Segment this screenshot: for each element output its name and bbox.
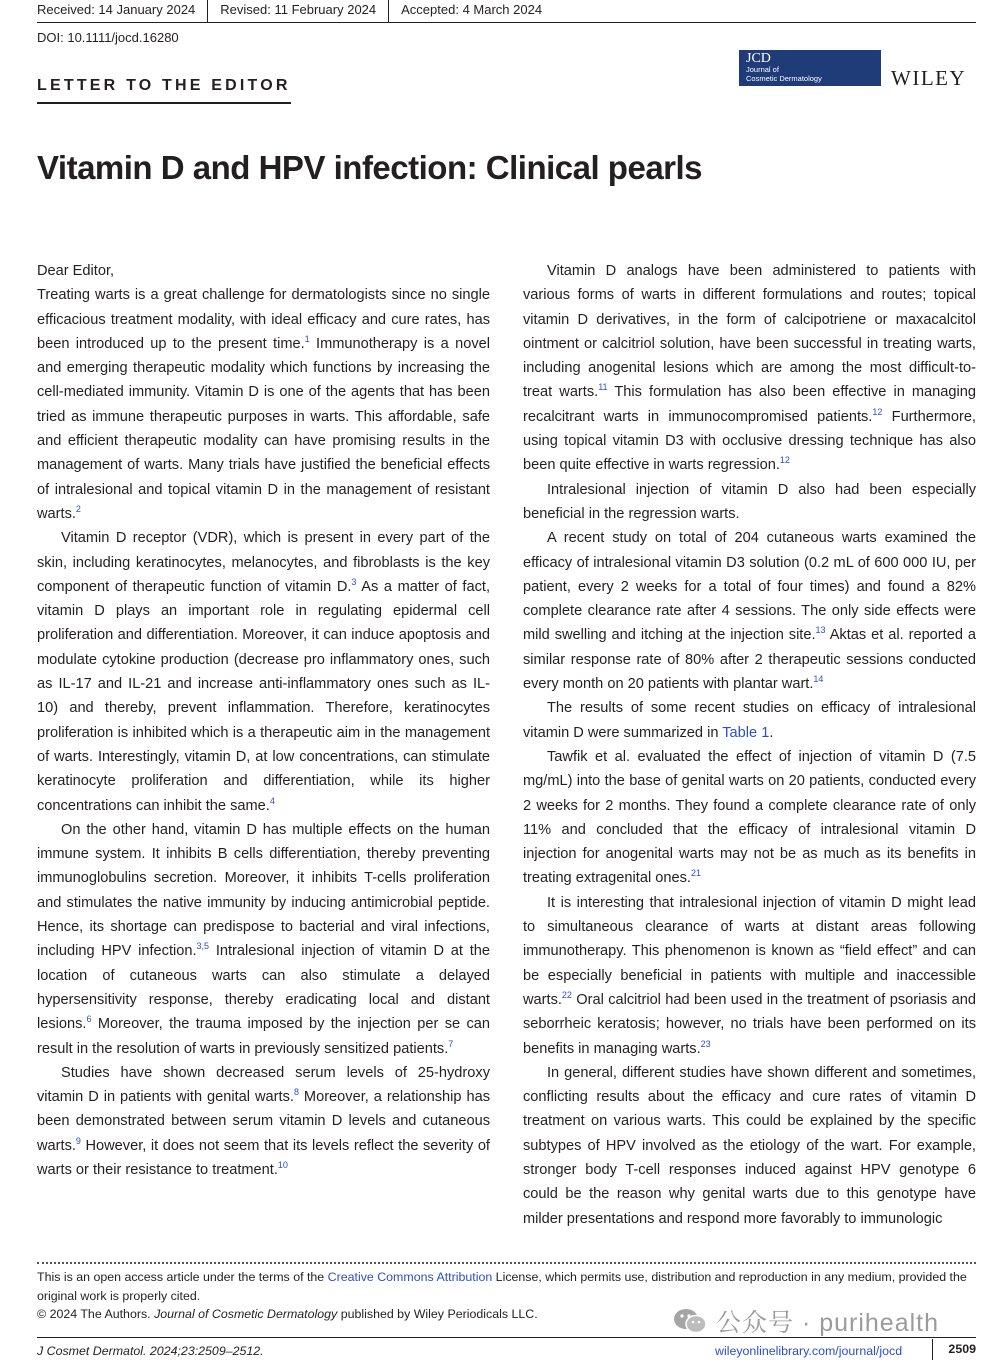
license-text [37,1268,976,1305]
citation-ref[interactable]: 8 [293,1087,299,1098]
text-run: Studies have shown decreased serum levels of 25-hydroxy vitamin D in patients with genital warts. [37,1064,490,1106]
paragraph [37,1061,490,1182]
paragraph [523,1061,976,1231]
citation-ref[interactable]: 10 [277,1159,288,1170]
paragraph [523,526,976,696]
journal-logo [739,50,881,86]
table-1-link[interactable]: Table 1 [722,724,770,741]
publisher-logo: WILEY [891,66,967,90]
journal-logo-abbr: JCD [746,51,771,66]
paragraph [523,745,976,891]
citation-ref[interactable]: 13 [815,625,826,636]
article-title: Vitamin D and HPV infection: Clinical pearls [37,149,703,186]
citation-ref[interactable]: 3,5 [196,941,210,952]
citation-ref[interactable]: 12 [872,406,883,417]
citation-ref[interactable]: 23 [700,1038,711,1049]
paragraph [523,259,976,478]
license-link[interactable]: Creative Commons Attribution [327,1270,493,1284]
text-run: Vitamin D receptor (VDR), which is present in every part of the skin, including keratinocytes, melanocytes, and fibroblasts is the key component of therapeutic function of vitamin D. [37,530,490,595]
text-run: It is interesting that intralesional injection of vitamin D might lead to simultaneous clearance of warts at distant areas following immunotherapy. This phenomenon is known as “field effect” and can be especially beneficial in patients with multiple and inaccessible warts. [523,894,976,1008]
citation-ref[interactable]: 4 [269,795,275,806]
text-run: Moreover, the trauma imposed by the injection per se can result in the resolution of warts in previously sensitized patients. [37,1016,490,1057]
citation-ref[interactable]: 21 [690,868,701,879]
citation-ref[interactable]: 12 [779,455,790,466]
text-run: Immunotherapy is a novel and emerging therapeutic modality which functions by increasing the cell-mediated immunity. Vitamin D is one of the agents that has been tried as immune therapeutic purposes in warts. This affordable, safe and efficient therapeutic modality can have promising results in the management of warts. Many trials have justified the beneficial effects of intralesional and topical vitamin D in the management of resistant warts. [37,335,490,522]
journal-url-link[interactable]: wileyonlinelibrary.com/journal/jocd [715,1344,903,1358]
citation-ref[interactable]: 3 [351,576,357,587]
paragraph [37,283,490,526]
article-history [37,0,976,23]
page-number: 2509 [932,1339,976,1360]
journal-logo-line1: Journal of [746,65,779,74]
citation-ref[interactable]: 2 [75,503,81,514]
received-date: Received: 14 January 2024 [37,2,196,17]
doi[interactable]: DOI: 10.1111/jocd.16280 [37,30,179,45]
paragraph [37,818,490,1061]
citation-ref[interactable]: 6 [86,1014,92,1025]
wechat-icon [672,1307,708,1335]
text-run: A recent study on total of 204 cutaneous warts examined the efficacy of intralesional vitamin D3 solution (0.2 mL of 600 000 IU, per patient, every 2 weeks for a total of four times) and found a 82% complete clearance rate after 4 sessions. The only side effects were mild swelling and itching at the injection site. [523,530,976,644]
text-run: The results of some recent studies on efficacy of intralesional vitamin D were summarized in [523,700,976,741]
citation-ref[interactable]: 11 [598,382,608,393]
salutation: Dear Editor, [37,263,115,279]
journal-logo-line2: Cosmetic Dermatology [746,74,822,83]
watermark [672,1303,939,1339]
text-run: Vitamin D analogs have been administered to patients with various forms of warts in different formulations and routes; topical vitamin D derivatives, in the form of calcipotriene or maxacalcitol ointment or calcitriol solution, have been successful in treating warts, including anogenital lesions which are among the most difficult-to-treat warts. [523,263,976,401]
revised-date: Revised: 11 February 2024 [207,0,388,22]
text-run: Moreover, a relationship has been demonstrated between serum vitamin D levels and cutaneous warts. [37,1089,490,1154]
text-run: Oral calcitriol had been used in the treatment of psoriasis and seborrheic keratosis; however, no trials have been performed on its benefits in managing warts. [523,991,976,1057]
footer-divider [37,1262,976,1264]
section-label: LETTER TO THE EDITOR [37,76,291,104]
paragraph [523,478,976,527]
paragraph [523,891,976,1061]
text-run: . [769,724,774,741]
license-prefix: This is an open access article under the terms of the [37,1270,328,1284]
text-run: Tawfik et al. evaluated the effect of injection of vitamin D (7.5 mg/mL) into the base of genital warts on 20 patients, conducted every 2 weeks for 2 months. They found a complete clearance rate of only 11% and concluded that the efficacy of intralesional vitamin D injection for anogenital warts may not be as much as its benefits in treating extragenital ones. [523,748,976,887]
text-run: Treating warts is a great challenge for dermatologists since no single efficacious treatment modality, with ideal efficacy and cure rates, has been introduced up to the present time. [37,287,490,352]
paragraph [37,526,490,818]
accepted-date: Accepted: 4 March 2024 [388,0,554,22]
citation-ref[interactable]: 9 [75,1135,81,1146]
text-run: Intralesional injection of vitamin D also had been especially beneficial in the regression warts. [523,481,976,522]
left-column [37,259,490,1182]
copyright-prefix: © 2024 The Authors. [37,1307,155,1321]
text-run: However, it does not seem that its levels reflect the severity of warts or their resistance to treatment. [37,1137,490,1178]
text-run: In general, different studies have shown different and sometimes, conflicting results about the efficacy and cure rates of vitamin D treatment on various warts. This could be explained by the specific subtypes of HPV involved as the etiology of the wart. For example, stronger body T-cell responses induced against HPV genotype 6 could be the reason why genital warts due to this genotype have milder presentations and respond more favorably to immunologic [523,1064,976,1227]
text-run: Aktas et al. reported a similar response rate of 80% after 2 therapeutic sessions conducted every month on 20 patients with plantar wart. [523,627,976,693]
text-run: Furthermore, using topical vitamin D3 with occlusive dressing technique has also been quite effective in warts regression. [523,408,976,474]
citation-ref[interactable]: 7 [448,1038,454,1049]
text-run: Intralesional injection of vitamin D at the location of cutaneous warts can also stimulate a delayed hypersensitivity response, thereby eradicating local and distant lesions. [37,943,490,1033]
journal-citation: J Cosmet Dermatol. 2024;23:2509–2512. [37,1344,264,1358]
citation-ref[interactable]: 14 [813,674,824,685]
copyright-journal: Journal of Cosmetic Dermatology [154,1307,338,1321]
text-run: As a matter of fact, vitamin D plays an important role in regulating epidermal cell proliferation and differentiation. Moreover, it can induce apoptosis and modulate cytokine production (decrease pro inflammatory ones, such as IL-17 and IL-21 and increase anti-inflammatory ones such as IL-10) and thereby, prevent inflammation. Therefore, keratinocytes proliferation is inhibited which is a therapeutic aim in the management of warts. Interestingly, vitamin D, at low concentrations, can stimulate keratinocyte proliferation and differentiation, while its higher concentrations can inhibit the same. [37,578,490,814]
watermark-text: 公众号 · purihealth [716,1309,940,1337]
right-column [523,259,976,1231]
text-run: On the other hand, vitamin D has multiple effects on the human immune system. It inhibits B cells differentiation, thereby preventing immunoglobulins secretion. Moreover, it inhibits T-cells proliferation and stimulates the native immunity by inducing antimicrobial peptide. Hence, its shortage can predispose to bacterial and viral infections, including HPV infection. [37,821,490,960]
citation-ref[interactable]: 1 [304,333,310,344]
copyright-suffix: published by Wiley Periodicals LLC. [337,1307,538,1321]
text-run: This formulation has also been effective in managing recalcitrant warts in immunocompromised patients. [523,384,976,425]
bottom-divider [37,1337,976,1338]
citation-ref[interactable]: 22 [561,989,572,1000]
paragraph [523,696,976,745]
license-suffix: License, which permits use, distribution and reproduction in any medium, provided the original work is properly cited. [37,1270,967,1303]
